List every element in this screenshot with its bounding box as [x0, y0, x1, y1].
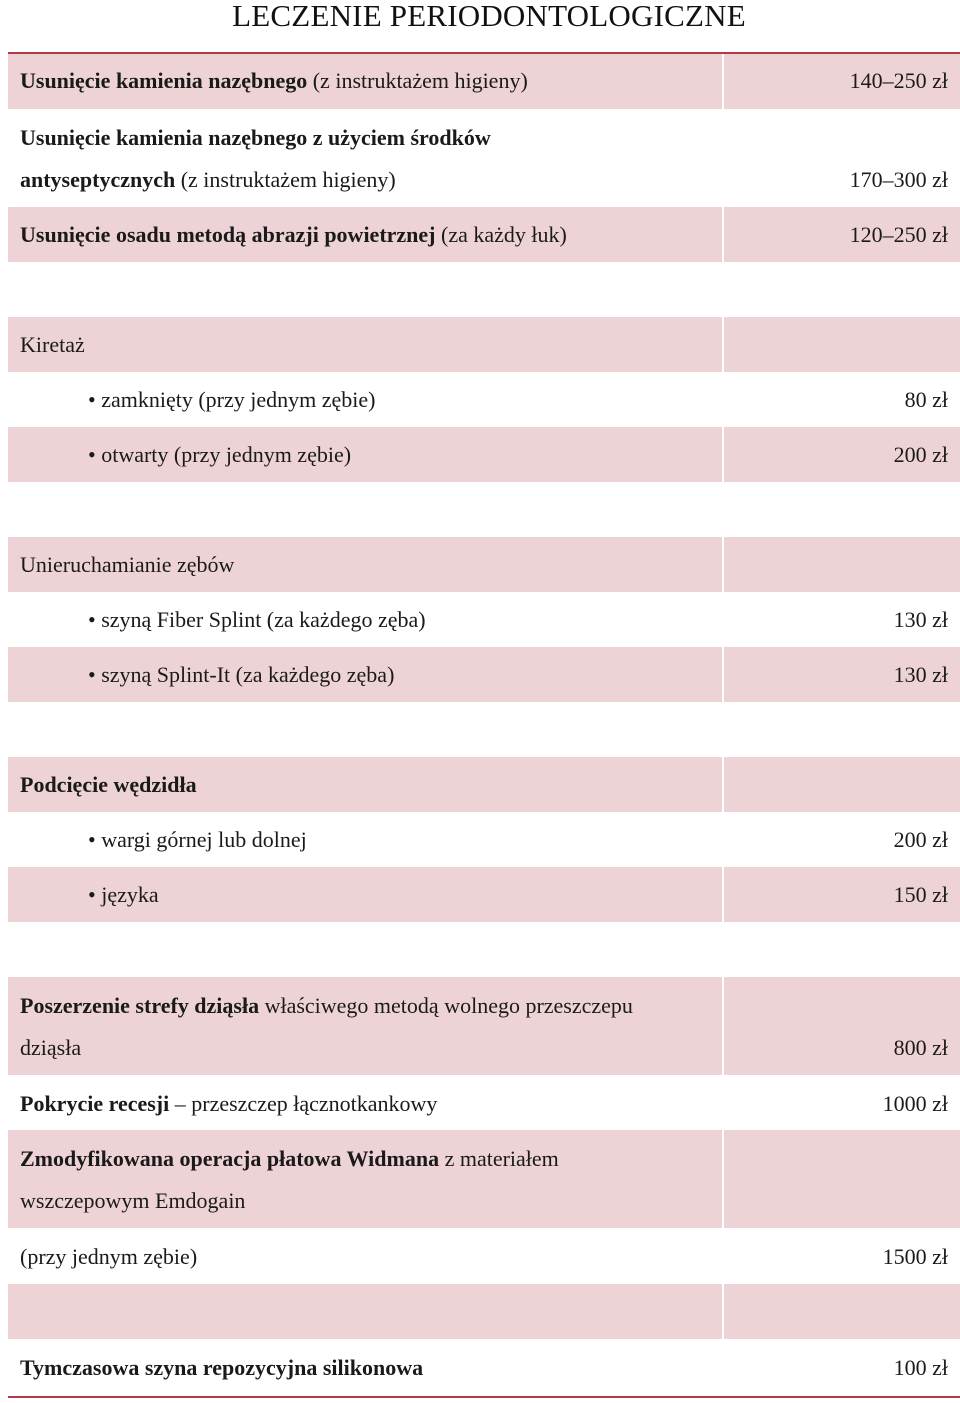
price-row — [8, 109, 960, 207]
service-price: 1000 zł — [882, 1091, 948, 1116]
price-row — [8, 867, 960, 922]
service-price: 120–250 zł — [849, 222, 948, 247]
page-title: LECZENIE PERIODONTOLOGICZNE — [232, 0, 746, 33]
price-row — [8, 1075, 960, 1130]
service-price: 130 zł — [893, 607, 948, 632]
service-name: Usunięcie kamienia nazębnego z użyciem środków — [20, 125, 491, 150]
service-price: 200 zł — [893, 827, 948, 852]
service-name-line2: dziąsła — [20, 1035, 82, 1060]
price-row — [8, 1339, 960, 1396]
price-row — [8, 207, 960, 262]
column-divider — [722, 867, 724, 922]
section-header-row — [8, 537, 960, 592]
service-name: (przy jednym zębie) — [20, 1244, 198, 1269]
bottom-rule — [8, 1396, 960, 1398]
service-name: Poszerzenie strefy dziąsła właściwego metodą wolnego przeszczepu — [20, 993, 633, 1018]
service-name: • wargi górnej lub dolnej — [88, 827, 307, 852]
column-divider — [722, 1284, 724, 1339]
section-header-row — [8, 317, 960, 372]
column-divider — [722, 207, 724, 262]
service-name: • zamknięty (przy jednym zębie) — [88, 387, 376, 412]
service-name: • języka — [88, 882, 159, 907]
service-price: 150 zł — [893, 882, 948, 907]
empty-row — [8, 1284, 960, 1339]
service-name-line2: antyseptycznych (z instruktażem higieny) — [20, 167, 396, 192]
service-name: • szyną Fiber Splint (za każdego zęba) — [88, 607, 426, 632]
column-divider — [722, 54, 724, 109]
service-price: 130 zł — [893, 662, 948, 687]
service-name: Pokrycie recesji – przeszczep łącznotkankowy — [20, 1091, 438, 1116]
service-name-line2: wszczepowym Emdogain — [20, 1188, 246, 1213]
service-price: 100 zł — [893, 1355, 948, 1380]
service-price: 1500 zł — [882, 1244, 948, 1269]
column-divider — [722, 427, 724, 482]
section-header: Unieruchamianie zębów — [20, 552, 235, 577]
section-header: Kiretaż — [20, 332, 85, 357]
service-name: • szyną Splint-It (za każdego zęba) — [88, 662, 395, 687]
column-divider — [722, 977, 724, 1075]
price-row — [8, 592, 960, 647]
price-row — [8, 427, 960, 482]
service-name: Usunięcie kamienia nazębnego (z instruktażem higieny) — [20, 68, 528, 93]
service-name: Tymczasowa szyna repozycyjna silikonowa — [20, 1355, 424, 1380]
service-name: • otwarty (przy jednym zębie) — [88, 442, 352, 467]
column-divider — [722, 317, 724, 372]
price-row — [8, 1130, 960, 1228]
price-row — [8, 54, 960, 109]
price-row — [8, 1228, 960, 1284]
column-divider — [722, 537, 724, 592]
price-row — [8, 372, 960, 427]
column-divider — [722, 1130, 724, 1228]
service-price: 170–300 zł — [849, 167, 948, 192]
section-header-row — [8, 757, 960, 812]
service-price: 80 zł — [904, 387, 948, 412]
section-header: Podcięcie wędzidła — [20, 772, 197, 797]
service-price: 140–250 zł — [849, 68, 948, 93]
service-price: 800 zł — [893, 1035, 948, 1060]
service-name: Zmodyfikowana operacja płatowa Widmana z materiałem — [20, 1146, 559, 1171]
price-row — [8, 977, 960, 1075]
service-price: 200 zł — [893, 442, 948, 467]
price-row — [8, 647, 960, 702]
column-divider — [722, 647, 724, 702]
service-name: Usunięcie osadu metodą abrazji powietrznej (za każdy łuk) — [20, 222, 567, 247]
price-row — [8, 812, 960, 867]
column-divider — [722, 757, 724, 812]
